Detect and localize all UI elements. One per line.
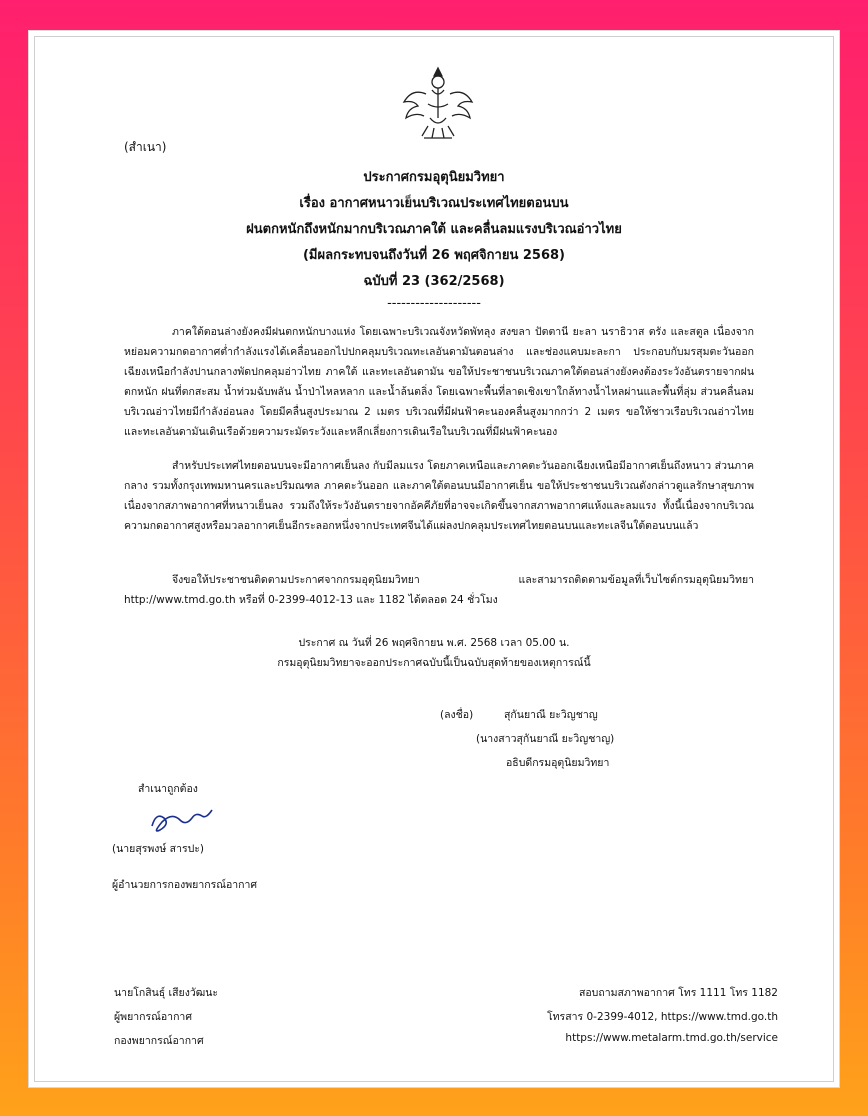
garuda-emblem-icon (398, 64, 478, 144)
header-title: ประกาศกรมอุตุนิยมวิทยา (363, 170, 505, 185)
footer-hotline: สอบถามสภาพอากาศ โทร 1111 โทร 1182 (578, 987, 778, 999)
certifier-name: (นายสุรพงษ์ สารปะ) (112, 843, 205, 855)
copy-label: (สำเนา) (124, 140, 167, 154)
paragraph-advice: จึงขอให้ประชาชนติดตามประกาศจากกรมอุตุนิยมวิทยา และสามารถติดตามข้อมูลที่เว็บไซต์กรมอุตุนิยมวิทยา http://www.tmd.go.th หรือที่ 0-2399-4012-13 และ 1182 ได้ตลอด 24 ชั่วโมง (124, 574, 754, 606)
copy-certified: สำเนาถูกต้อง (138, 783, 198, 795)
footer-division: กองพยากรณ์อากาศ (114, 1035, 204, 1047)
announce-date: ประกาศ ณ วันที่ 26 พฤศจิกายน พ.ศ. 2568 เวลา 05.00 น. (298, 637, 570, 649)
header-issue-number: ฉบับที่ 23 (362/2568) (363, 274, 505, 289)
header-divider: -------------------- (387, 296, 481, 311)
signed-label: (ลงชื่อ) (440, 709, 474, 721)
final-note: กรมอุตุนิยมวิทยาจะออกประกาศฉบับนี้เป็นฉบับสุดท้ายของเหตุการณ์นี้ (277, 657, 591, 669)
signed-fullname: (นางสาวสุกันยาณี ยะวิญชาญ) (476, 733, 615, 745)
header-subject: เรื่อง อากาศหนาวเย็นบริเวณประเทศไทยตอนบน (299, 196, 569, 211)
paragraph-south: ภาคใต้ตอนล่างยังคงมีฝนตกหนักบางแห่ง โดยเฉพาะบริเวณจังหวัดพัทลุง สงขลา ปัตตานี ยะลา นราธิวาส ตรัง และสตูล เนื่องจากหย่อมความกดอากาศต่ำกำลังแรงได้เคลื่อนออกไปปกคลุมบริเวณทะเลอันดามันตอนล่าง และช่องแคบมะละกา ประกอบกับมรสุมตะวันออกเฉียงเหนือกำลังปานกลางพัดปกคลุมอ่าวไทย ภาคใต้ และทะเลอันดามัน ขอให้ประชาชนบริเวณภาคใต้ตอนล่างยังคงต้องระวังอันตรายจากฝนตกหนัก ฝนที่ตกสะสม น้ำท่วมฉับพลัน น้ำป่าไหลหลาก และน้ำล้นตลิ่ง โดยเฉพาะพื้นที่ลาดเชิงเขาใกล้ทางน้ำไหลผ่านและพื้นที่ลุ่ม ส่วนคลื่นลมบริเวณอ่าวไทยมีกำลังอ่อนลง โดยมีคลื่นสูงประมาณ 2 เมตร บริเวณที่มีฝนฟ้าคะนองคลื่นสูงมากกว่า 2 เมตร ขอให้ชาวเรือบริเวณอ่าวไทยและทะเลอันดามันเดินเรือด้วยความระมัดระวังและหลีกเลี่ยงการเดินเรือในบริเวณที่มีฝนฟ้าคะนอง (124, 326, 754, 438)
certifier-title: ผู้อำนวยการกองพยากรณ์อากาศ (112, 879, 258, 891)
signed-name: สุกันยาณี ยะวิญชาญ (504, 709, 598, 721)
handwritten-signature-icon (146, 800, 216, 836)
signed-title: อธิบดีกรมอุตุนิยมวิทยา (506, 757, 610, 769)
footer-fax-website: โทรสาร 0-2399-4012, https://www.tmd.go.th (547, 1011, 778, 1023)
footer-forecaster-role: ผู้พยากรณ์อากาศ (114, 1011, 192, 1023)
paragraph-north: สำหรับประเทศไทยตอนบนจะมีอากาศเย็นลง กับมีลมแรง โดยภาคเหนือและภาคตะวันออกเฉียงเหนือมีอากาศเย็นถึงหนาว ส่วนภาคกลาง รวมทั้งกรุงเทพมหานครและปริมณฑล ภาคตะวันออก และภาคใต้ตอนบนมีอากาศเย็น ขอให้ประชาชนบริเวณดังกล่าวดูแลรักษาสุขภาพเนื่องจากสภาพอากาศที่หนาวเย็นลง รวมถึงให้ระวังอันตรายจากอัคคีภัยที่อาจจะเกิดขึ้นจากสภาพอากาศแห้งและลมแรง ทั้งนี้เนื่องจากบริเวณความกดอากาศสูงหรือมวลอากาศเย็นอีกระลอกหนึ่งจากประเทศจีนได้แผ่ลงปกคลุมประเทศไทยตอนบนและทะเลจีนใต้ตอนบนแล้ว (124, 460, 754, 532)
header-subject-line2: ฝนตกหนักถึงหนักมากบริเวณภาคใต้ และคลื่นลมแรงบริเวณอ่าวไทย (246, 222, 622, 237)
document-page (28, 30, 840, 1088)
footer-service-link: https://www.metalarm.tmd.go.th/service (565, 1032, 778, 1044)
header-effect-period: (มีผลกระทบจนถึงวันที่ 26 พฤศจิกายน 2568) (302, 248, 565, 263)
footer-forecaster-name: นายโกสินธุ์ เสียงวัฒนะ (114, 987, 219, 999)
